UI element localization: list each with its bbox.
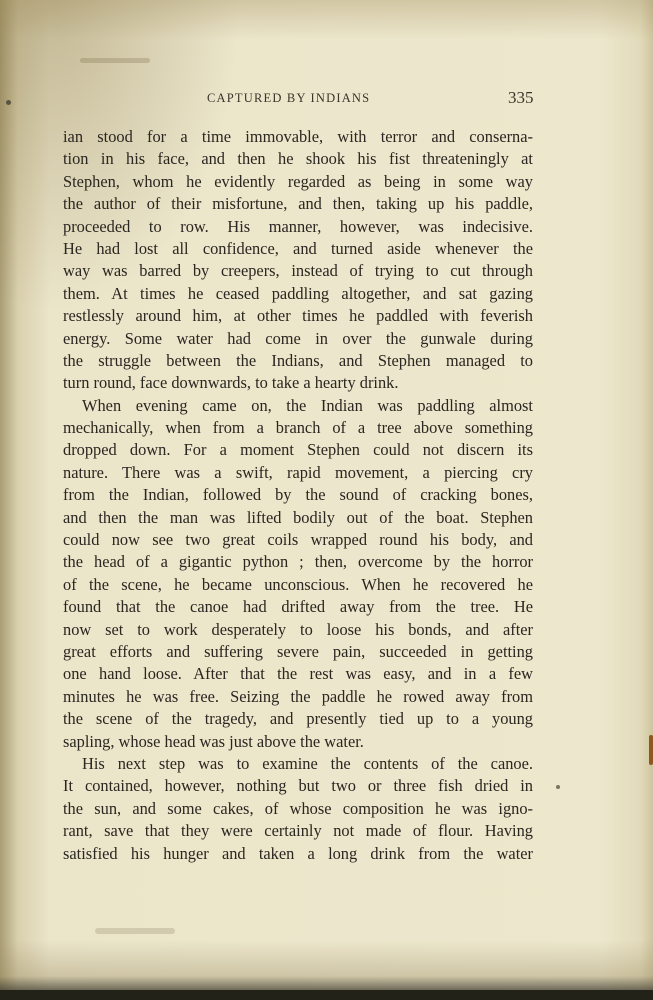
page-edge-mark [649, 735, 653, 765]
text-line: them. At times he ceased paddling altogether, and sat gazing [63, 283, 533, 303]
text-line: nature. There was a swift, rapid movement, a piercing cry [63, 462, 533, 482]
text-line: Stephen, whom he evidently regarded as being in some way [63, 171, 533, 191]
page-smudge [80, 58, 150, 63]
text-line: minutes he was free. Seizing the paddle he rowed away from [63, 686, 533, 706]
text-line: ian stood for a time immovable, with terror and conserna- [63, 127, 533, 146]
text-line: now set to work desperately to loose his bonds, and after [63, 619, 533, 639]
paragraph-first-line: His next step was to examine the contents of the canoe. [82, 753, 533, 773]
paragraph-first-line: When evening came on, the Indian was paddling almost [82, 395, 533, 415]
page-speck [556, 785, 560, 789]
text-line: He had lost all confidence, and turned aside whenever the [63, 238, 533, 258]
text-line: of the scene, he became unconscious. When he recovered he [63, 574, 533, 594]
text-line: mechanically, when from a branch of a tree above something [63, 418, 533, 438]
text-line: great efforts and suffering severe pain, succeeded in getting [63, 641, 533, 661]
text-line: energy. Some water had come in over the gunwale during [63, 328, 533, 348]
text-line: It contained, however, nothing but two or three fish dried in [63, 776, 533, 796]
text-line: way was barred by creepers, instead of trying to cut through [63, 261, 533, 281]
text-line: restlessly around him, at other times he paddled with feverish [63, 306, 533, 326]
text-line: and then the man was lifted bodily out of the boat. Stephen [63, 507, 533, 527]
text-line: the sun, and some cakes, of whose composition he was igno- [63, 798, 533, 818]
page-number: 335 [508, 88, 534, 107]
text-line: the scene of the tragedy, and presently tied up to a young [63, 709, 533, 729]
text-line: the head of a gigantic python ; then, overcome by the horror [63, 552, 533, 572]
text-line: turn round, face downwards, to take a hearty drink. [63, 373, 399, 393]
text-line: sapling, whose head was just above the water. [63, 731, 364, 751]
text-line: the struggle between the Indians, and Stephen managed to [63, 350, 533, 370]
text-line: rant, save that they were certainly not made of flour. Having [63, 821, 533, 841]
text-line: could now see two great coils wrapped round his body, and [63, 530, 533, 550]
text-line: one hand loose. After that the rest was easy, and in a few [63, 664, 533, 684]
running-head: CAPTURED BY INDIANS [207, 91, 371, 105]
page-smudge [95, 928, 175, 934]
text-line: found that the canoe had drifted away from the tree. He [63, 597, 533, 617]
scan-bottom-border [0, 990, 653, 1000]
text-line: dropped down. For a moment Stephen could not discern its [63, 440, 533, 460]
page-speck [6, 100, 11, 105]
body-text [63, 126, 533, 865]
text-line: satisfied his hunger and taken a long drink from the water [63, 843, 533, 863]
text-line: proceeded to row. His manner, however, was indecisive. [63, 216, 533, 236]
text-line: tion in his face, and then he shook his fist threateningly at [63, 149, 533, 169]
page-top-shadow [0, 0, 653, 40]
text-line: from the Indian, followed by the sound of cracking bones, [63, 485, 533, 505]
text-line: the author of their misfortune, and then, taking up his paddle, [63, 194, 533, 214]
